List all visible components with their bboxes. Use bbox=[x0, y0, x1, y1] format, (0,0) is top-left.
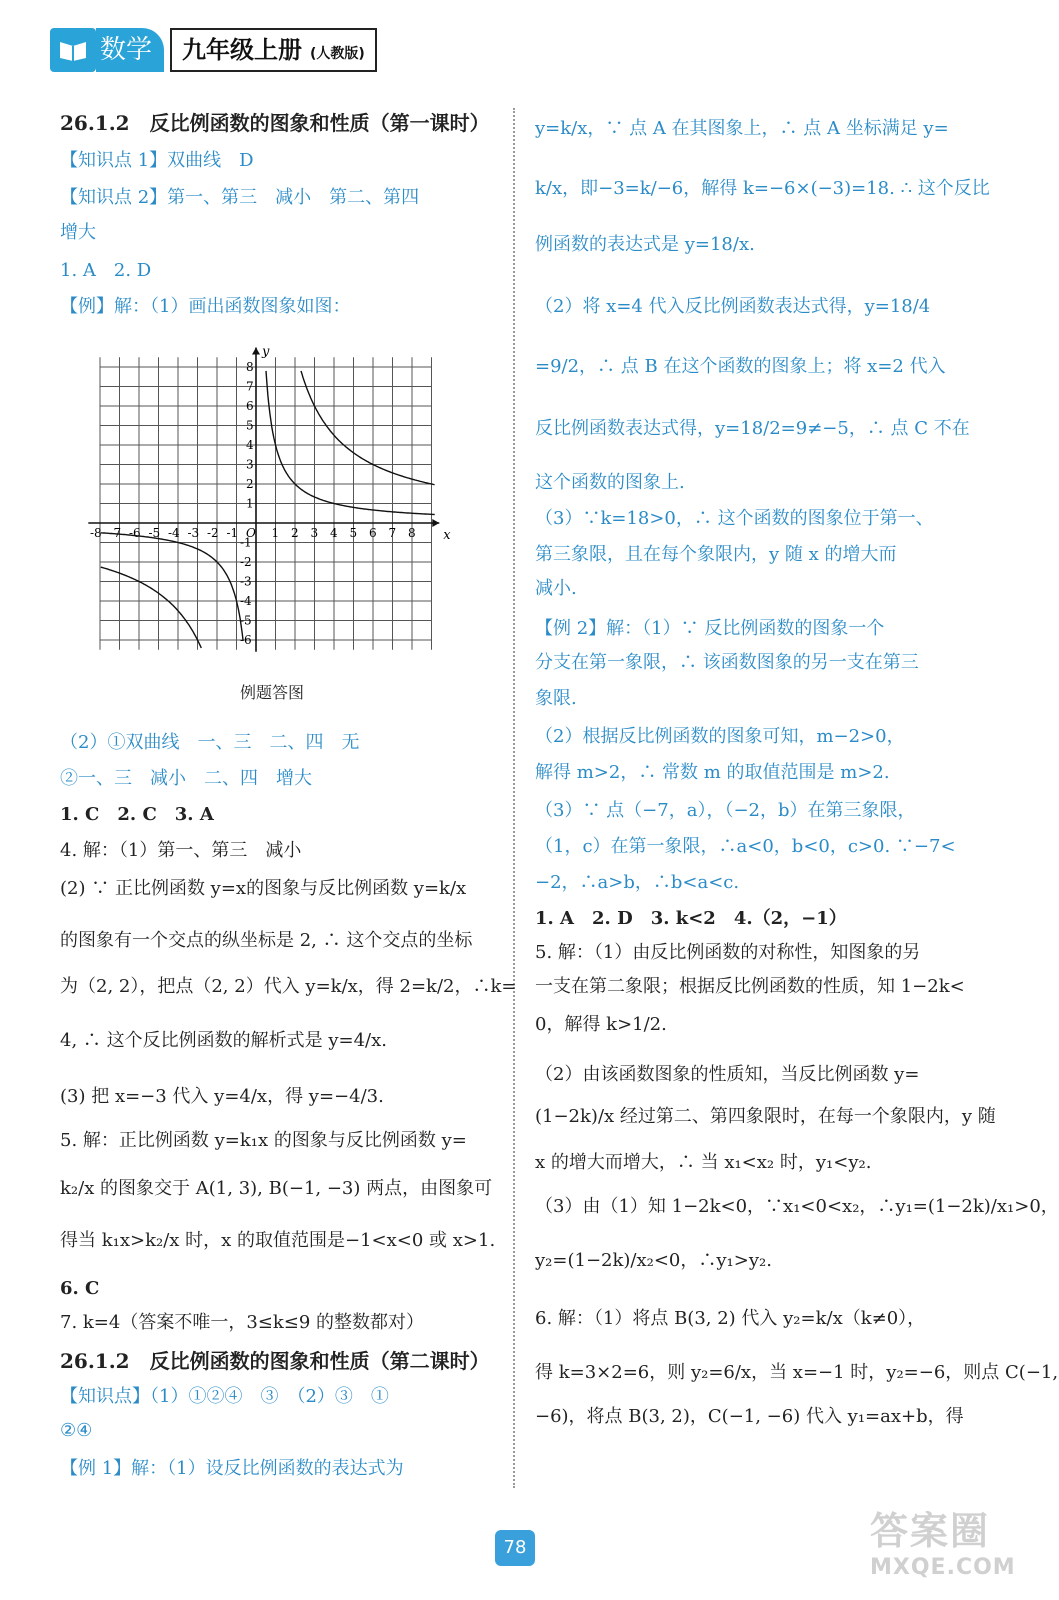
text-line: =9/2，∴ 点 B 在这个函数的图象上；将 x=2 代入 bbox=[535, 356, 946, 377]
x-tick-label: -3 bbox=[187, 526, 200, 540]
text-line: 得当 k₁x>k₂/x 时，x 的取值范围是−1<x<0 或 x>1. bbox=[60, 1230, 496, 1251]
text-line: 7. k=4（答案不唯一，3≤k≤9 的整数都对） bbox=[60, 1312, 425, 1333]
y-axis-arrow bbox=[252, 348, 260, 355]
text-line: ②一、三 减小 二、四 增大 bbox=[60, 768, 312, 789]
y-tick-label: 8 bbox=[246, 360, 254, 374]
text-line: （1，c）在第一象限，∴a<0，b<0，c>0. ∵−7< bbox=[535, 836, 956, 857]
y-tick-label: 3 bbox=[246, 457, 254, 472]
text-line: y=k/x，∵ 点 A 在其图象上，∴ 点 A 坐标满足 y= bbox=[535, 118, 949, 139]
column-divider bbox=[513, 108, 515, 1488]
y-axis-label: y bbox=[262, 344, 270, 360]
text-line: （2）根据反比例函数的图象可知，m−2>0， bbox=[535, 726, 905, 747]
text-line: 26.1.2 反比例函数的图象和性质（第一课时） bbox=[60, 111, 490, 135]
x-tick-label: -8 bbox=[90, 526, 102, 540]
y-tick-label: 1 bbox=[246, 496, 254, 511]
text-line: 1. C 2. C 3. A bbox=[60, 804, 214, 825]
text-line: （2）①双曲线 一、三 二、四 无 bbox=[60, 732, 360, 753]
text-line: （3）∵ 点（−7，a），（−2，b）在第三象限， bbox=[535, 800, 916, 821]
text-line: 这个函数的图象上. bbox=[535, 472, 685, 493]
text-line: 减小. bbox=[535, 578, 577, 599]
watermark-title: 答案圈 bbox=[870, 1509, 991, 1553]
text-line: k₂/x 的图象交于 A(1, 3), B(−1, −3) 两点，由图象可 bbox=[60, 1178, 493, 1199]
text-line: 一支在第二象限；根据反比例函数的性质，知 1−2k< bbox=[535, 976, 965, 997]
x-tick-label: -7 bbox=[109, 526, 122, 540]
x-tick-label: -4 bbox=[168, 526, 180, 540]
text-line: 0，解得 k>1/2. bbox=[535, 1014, 667, 1035]
text-line: −2，∴a>b，∴b<a<c. bbox=[535, 872, 740, 893]
text-line: 分支在第一象限，∴ 该函数图象的另一支在第三 bbox=[535, 652, 919, 673]
x-tick-label: -2 bbox=[207, 526, 219, 540]
y-tick-label: -4 bbox=[240, 594, 252, 608]
y-tick-label: -5 bbox=[240, 613, 252, 628]
text-line: y₂=(1−2k)/x₂<0，∴y₁>y₂. bbox=[535, 1250, 772, 1271]
hyperbola-branch-q3 bbox=[101, 567, 202, 648]
hyperbola-branch-q1 bbox=[266, 371, 435, 515]
text-line: 1. A 2. D bbox=[60, 260, 152, 281]
y-tick-label: 5 bbox=[246, 418, 254, 433]
x-tick-label: 2 bbox=[291, 526, 299, 540]
x-tick-label: 8 bbox=[408, 526, 416, 540]
text-line: 5. 解：正比例函数 y=k₁x 的图象与反比例函数 y= bbox=[60, 1130, 467, 1151]
text-line: 【知识点】（1）①②④ ③ （2）③ ① bbox=[60, 1386, 389, 1407]
text-line: 4, ∴ 这个反比例函数的解析式是 y=4/x. bbox=[60, 1030, 387, 1051]
text-line: (1−2k)/x 经过第二、第四象限时，在每一个象限内，y 随 bbox=[535, 1106, 996, 1127]
hyperbola-branch-q1 bbox=[301, 371, 435, 485]
x-tick-label: 1 bbox=[271, 526, 280, 540]
text-line: 5. 解：（1）由反比例函数的对称性，知图象的另 bbox=[535, 942, 921, 963]
x-tick-label: 7 bbox=[388, 526, 397, 540]
x-tick-label: -1 bbox=[226, 526, 239, 540]
text-line: 【例 1】解：（1）设反比例函数的表达式为 bbox=[60, 1458, 404, 1479]
y-tick-label: -1 bbox=[240, 535, 252, 550]
y-tick-label: 7 bbox=[246, 379, 254, 394]
figure-caption: 例题答图 bbox=[240, 683, 305, 702]
text-line: −6)，将点 B(3, 2)，C(−1, −6) 代入 y₁=ax+b，得 bbox=[535, 1406, 964, 1427]
text-line: x 的增大而增大，∴ 当 x₁<x₂ 时，y₁<y₂. bbox=[535, 1152, 872, 1173]
text-line: （3）∵k=18>0，∴ 这个函数的图象位于第一、 bbox=[535, 508, 934, 529]
page-number: 78 bbox=[495, 1530, 535, 1566]
watermark-url: MXQE.COM bbox=[870, 1555, 1016, 1580]
x-axis-label: x bbox=[443, 528, 451, 543]
text-line: 增大 bbox=[60, 222, 96, 243]
y-tick-label: 2 bbox=[246, 477, 254, 491]
text-line: （2）将 x=4 代入反比例函数表达式得，y=18/4 bbox=[535, 296, 931, 317]
watermark bbox=[870, 1500, 1020, 1595]
text-line: ②④ bbox=[60, 1420, 93, 1441]
page-header bbox=[50, 28, 377, 72]
hyperbola-branch-q3 bbox=[101, 533, 243, 641]
book-title bbox=[170, 28, 377, 72]
book-icon bbox=[50, 28, 96, 72]
x-tick-label: -5 bbox=[148, 526, 161, 540]
text-line: 4. 解：（1）第一、第三 减小 bbox=[60, 840, 302, 861]
text-line: (2) ∵ 正比例函数 y=x的图象与反比例函数 y=k/x bbox=[60, 878, 467, 899]
text-line: 6. 解：（1）将点 B(3, 2) 代入 y₂=k/x（k≠0）， bbox=[535, 1308, 926, 1329]
text-line: 第三象限，且在每个象限内，y 随 x 的增大而 bbox=[535, 544, 897, 565]
text-line: 26.1.2 反比例函数的图象和性质（第二课时） bbox=[60, 1349, 490, 1373]
y-tick-label: 6 bbox=[246, 399, 254, 413]
x-tick-label: -6 bbox=[129, 526, 141, 540]
text-line: 象限. bbox=[535, 688, 577, 709]
x-tick-label: 4 bbox=[330, 526, 338, 540]
text-line: 【知识点 1】双曲线 D bbox=[60, 150, 254, 171]
y-tick-label: -3 bbox=[240, 574, 252, 589]
text-line: 【例】解：（1）画出函数图象如图： bbox=[60, 296, 351, 317]
text-line: 解得 m>2，∴ 常数 m 的取值范围是 m>2. bbox=[535, 762, 890, 783]
hyperbola-figure bbox=[90, 335, 466, 665]
x-axis-arrow bbox=[432, 519, 439, 527]
text-line: 1. A 2. D 3. k<2 4.（2，−1） bbox=[535, 908, 847, 929]
book-name: 九年级上册 bbox=[182, 36, 303, 64]
text-line: 为（2, 2），把点（2, 2）代入 y=k/x，得 2=k/2，∴k= bbox=[60, 976, 517, 997]
x-tick-label: 3 bbox=[310, 526, 319, 540]
text-line: 得 k=3×2=6，则 y₂=6/x，当 x=−1 时，y₂=−6，则点 C(−1, bbox=[535, 1362, 1059, 1383]
text-line: 【例 2】解：（1）∵ 反比例函数的图象一个 bbox=[535, 618, 885, 639]
text-line: （2）由该函数图象的性质知，当反比例函数 y= bbox=[535, 1064, 920, 1085]
text-line: 的图象有一个交点的纵坐标是 2, ∴ 这个交点的坐标 bbox=[60, 930, 473, 951]
y-tick-label: -2 bbox=[240, 555, 252, 569]
text-line: k/x，即−3=k/−6，解得 k=−6×(−3)=18. ∴ 这个反比 bbox=[535, 178, 990, 199]
text-line: (3) 把 x=−3 代入 y=4/x，得 y=−4/3. bbox=[60, 1086, 384, 1107]
subject-label: 数学 bbox=[96, 28, 164, 72]
text-line: 【知识点 2】第一、第三 减小 第二、第四 bbox=[60, 187, 420, 208]
x-tick-label: 5 bbox=[349, 526, 358, 540]
text-line: 6. C bbox=[60, 1278, 100, 1299]
text-line: 例函数的表达式是 y=18/x. bbox=[535, 234, 755, 255]
y-tick-label: -6 bbox=[240, 633, 252, 647]
y-tick-label: 4 bbox=[246, 438, 254, 452]
text-line: （3）由（1）知 1−2k<0，∵x₁<0<x₂，∴y₁=(1−2k)/x₁>0， bbox=[535, 1196, 1059, 1217]
x-tick-label: 6 bbox=[369, 526, 377, 540]
origin-label: O bbox=[246, 526, 256, 540]
text-line: 反比例函数表达式得，y=18/2=9≠−5，∴ 点 C 不在 bbox=[535, 418, 970, 439]
edition-label: (人教版) bbox=[310, 46, 365, 62]
